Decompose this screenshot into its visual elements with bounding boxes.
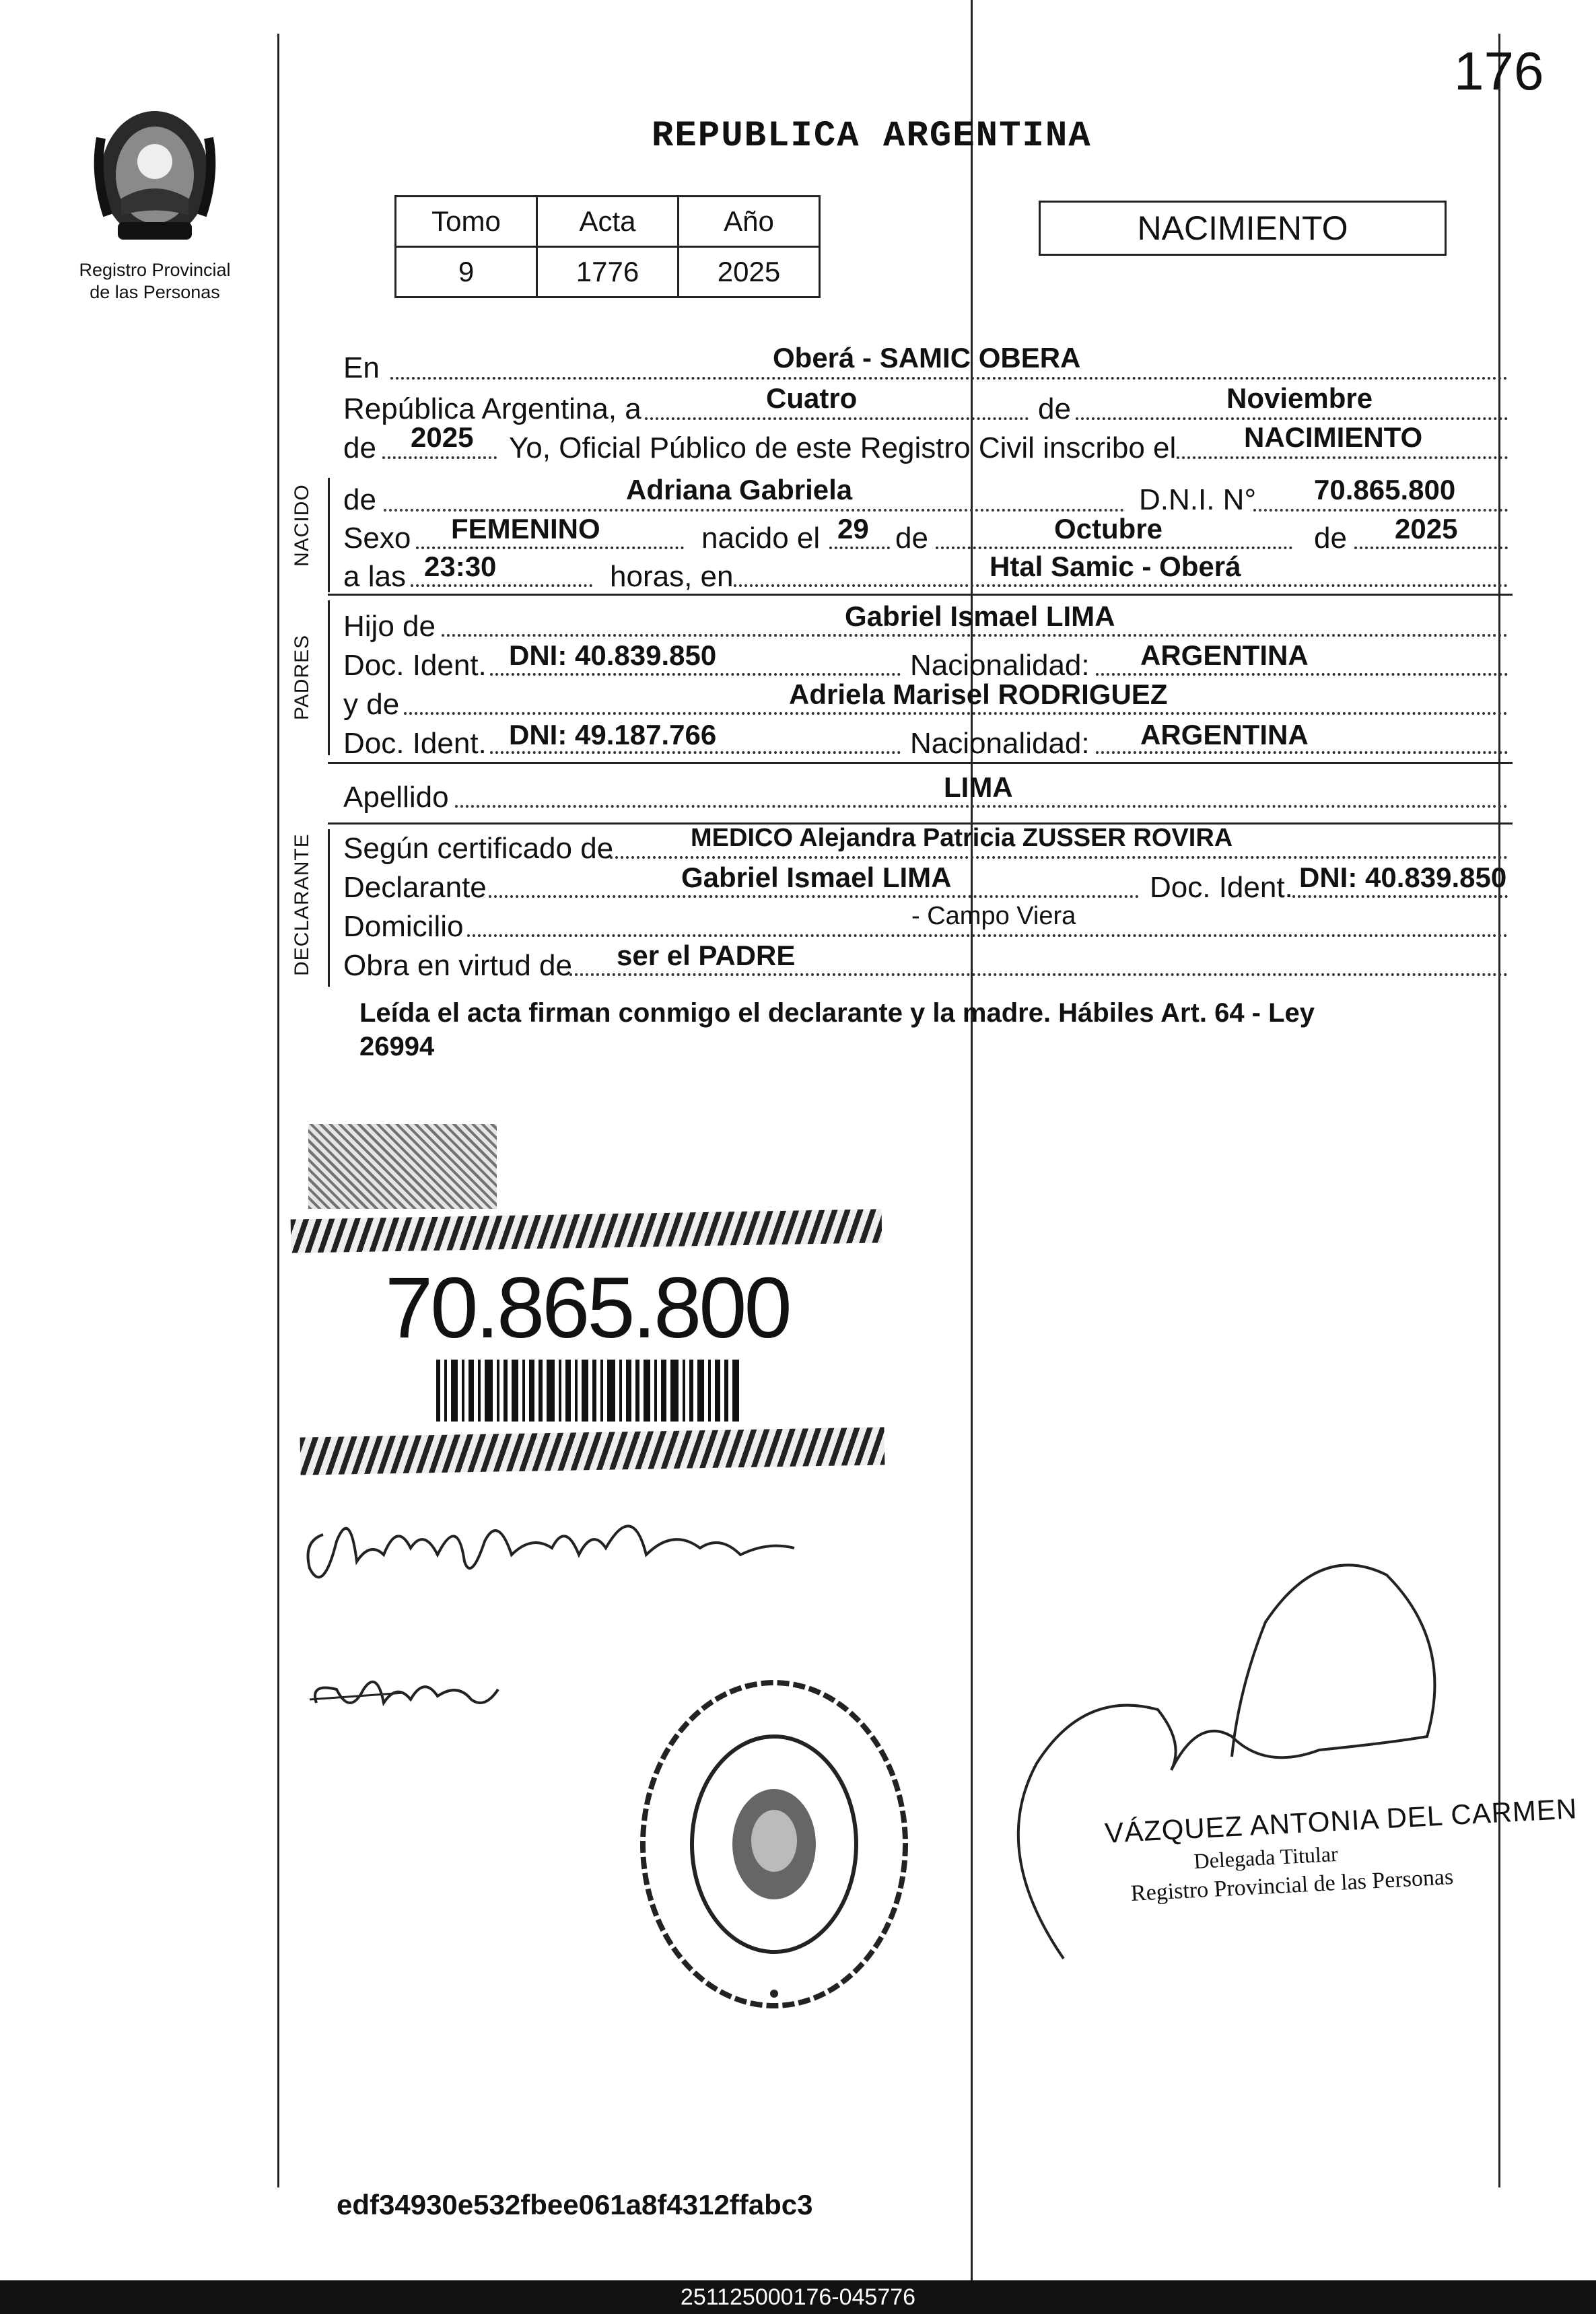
value-dni: 70.865.800 (1314, 474, 1456, 505)
value-lugar: Oberá - SAMIC OBERA (773, 342, 1081, 374)
value-sexo: FEMENINO (451, 513, 600, 545)
barcode-sticker (291, 1212, 884, 1481)
header-acta: Acta (537, 197, 679, 247)
value-hora: 23:30 (424, 551, 497, 582)
value-padre-doc: DNI: 40.839.850 (509, 639, 717, 671)
value-vinculo: ser el PADRE (617, 940, 796, 971)
label-en: En (343, 351, 380, 384)
security-hologram (308, 1124, 497, 1209)
dots-sexo (416, 547, 684, 549)
value-mes-nac: Octubre (1054, 513, 1163, 545)
dots-madre (404, 712, 1508, 715)
dots-mes (1076, 417, 1508, 420)
record-table-header-row (396, 197, 820, 247)
value-lugar-nac: Htal Samic - Oberá (990, 551, 1241, 582)
label-doc-padre: Doc. Ident. (343, 649, 487, 682)
doc-type-label: NACIMIENTO (1137, 209, 1348, 247)
value-mes: Noviembre (1226, 382, 1373, 414)
value-anio: 2025 (679, 247, 820, 297)
label-nacido-el: nacido el (701, 522, 821, 555)
agency-line-2: de las Personas (90, 282, 220, 302)
value-madre: Adriela Marisel RODRIGUEZ (789, 678, 1168, 710)
label-domicilio: Domicilio (343, 910, 464, 943)
label-segun: Según certificado de (343, 832, 614, 865)
value-anio: 2025 (411, 421, 474, 453)
dots-en (390, 377, 1508, 380)
value-domicilio: - Campo Viera (911, 902, 1076, 930)
barcode-number: 70.865.800 (385, 1260, 790, 1356)
official-agency: Registro Provincial de las Personas (1130, 1864, 1455, 1907)
divider-padres-apellido (328, 762, 1513, 764)
record-table (394, 195, 821, 298)
value-padre-nac: ARGENTINA (1140, 639, 1309, 671)
declarante-signature (296, 1501, 808, 1602)
dots-apellido (455, 805, 1508, 808)
page-number: 176 (1454, 41, 1544, 101)
dots-doc-madre (490, 751, 901, 754)
madre-signature (303, 1662, 505, 1723)
label-de-anio-nac: de (1314, 522, 1347, 555)
value-certificado: MEDICO Alejandra Patricia ZUSSER ROVIRA (691, 824, 1233, 852)
label-nac-madre: Nacionalidad: (910, 727, 1090, 760)
label-dni: D.N.I. N° (1139, 483, 1257, 516)
dots-dia-nac (829, 547, 890, 549)
document-hash: edf34930e532fbee061a8f4312ffabc3 (337, 2189, 813, 2220)
official-name: VÁZQUEZ ANTONIA DEL CARMEN (1104, 1792, 1578, 1849)
header-anio: Año (679, 197, 820, 247)
label-a-las: a las (343, 560, 406, 593)
label-republica: República Argentina, a (343, 392, 641, 425)
value-declarante: Gabriel Ismael LIMA (681, 862, 952, 893)
value-nombre: Adriana Gabriela (626, 474, 853, 505)
dots-padre (442, 634, 1508, 637)
label-de-mes: de (1038, 392, 1071, 425)
dots-doc-padre (490, 673, 901, 676)
value-anio-nac: 2025 (1395, 513, 1458, 545)
doc-type-box (1039, 201, 1447, 256)
sticker-band-top (291, 1209, 882, 1253)
dots-hora (411, 584, 592, 587)
dots-domicilio (467, 934, 1508, 937)
section-declarante-label: DECLARANTE (291, 833, 313, 976)
barcode-icon (436, 1360, 740, 1422)
label-doc-madre: Doc. Ident. (343, 727, 487, 760)
value-apellido: LIMA (944, 771, 1013, 803)
dots-anio-nac (1354, 547, 1508, 549)
dots-nac-padre (1096, 673, 1508, 676)
registry-seal (633, 1676, 915, 2012)
label-horas-en: horas, en (610, 560, 734, 593)
left-margin-line (277, 34, 279, 2187)
dots-declarante (489, 895, 1139, 898)
value-padre: Gabriel Ismael LIMA (845, 600, 1115, 632)
document-title: REPUBLICA ARGENTINA (652, 116, 1092, 157)
section-nacido-label: NACIDO (291, 484, 313, 567)
section-padres-label: PADRES (291, 634, 313, 720)
dots-nombre (384, 509, 1124, 512)
header-tomo: Tomo (396, 197, 537, 247)
dots-vinculo (569, 973, 1508, 976)
closing-line-1: Leída el acta firman conmigo el declarante y la madre. Hábiles Art. 64 - Ley (359, 998, 1315, 1028)
agency-name (40, 259, 269, 304)
record-table-value-row (396, 247, 820, 297)
closing-text (359, 996, 1315, 1063)
dots-dia (645, 417, 1029, 420)
value-acto: NACIMIENTO (1244, 421, 1423, 453)
dots-doc-declarante (1292, 895, 1508, 898)
label-yo-oficial: Yo, Oficial Público de este Registro Civil inscribo el (509, 431, 1177, 464)
label-obra: Obra en virtud de (343, 949, 572, 982)
province-shield-icon (81, 98, 229, 252)
seal-icon (633, 1676, 915, 2012)
official-signature (983, 1541, 1454, 1972)
label-de-mes-nac: de (895, 522, 928, 555)
dots-dni (1253, 509, 1508, 512)
divider-nacido-padres (328, 594, 1513, 596)
label-apellido: Apellido (343, 781, 449, 814)
label-de-nombre: de (343, 483, 376, 516)
value-tomo: 9 (396, 247, 537, 297)
value-acta: 1776 (537, 247, 679, 297)
dots-acto (1177, 456, 1508, 459)
closing-line-2: 26994 (359, 1032, 435, 1061)
declarante-divider (328, 829, 330, 987)
dots-mes-nac (936, 547, 1292, 549)
province-logo (81, 98, 229, 252)
dots-nac-madre (1096, 751, 1508, 754)
label-sexo: Sexo (343, 522, 411, 555)
value-dia: Cuatro (766, 382, 858, 414)
label-y-de: y de (343, 688, 400, 721)
dots-certificado (610, 856, 1508, 859)
value-dia-nac: 29 (837, 513, 869, 545)
label-hijo-de: Hijo de (343, 610, 436, 643)
value-declarante-doc: DNI: 40.839.850 (1299, 862, 1507, 893)
label-nac-padre: Nacionalidad: (910, 649, 1090, 682)
footer-code: 251125000176-045776 (680, 2284, 916, 2310)
padres-divider (328, 600, 330, 755)
label-doc-declarante: Doc. Ident. (1150, 871, 1293, 904)
label-de-anio: de (343, 431, 376, 464)
dots-anio (382, 456, 497, 459)
official-role: Delegada Titular (1193, 1841, 1339, 1874)
value-madre-doc: DNI: 49.187.766 (509, 719, 717, 750)
dots-lugar-nac (734, 584, 1508, 587)
value-madre-nac: ARGENTINA (1140, 719, 1309, 750)
nacido-divider (328, 478, 330, 592)
footer-bar (0, 2280, 1596, 2314)
label-declarante: Declarante (343, 871, 487, 904)
sticker-band-bottom (300, 1427, 885, 1475)
agency-line-1: Registro Provincial (79, 260, 231, 280)
